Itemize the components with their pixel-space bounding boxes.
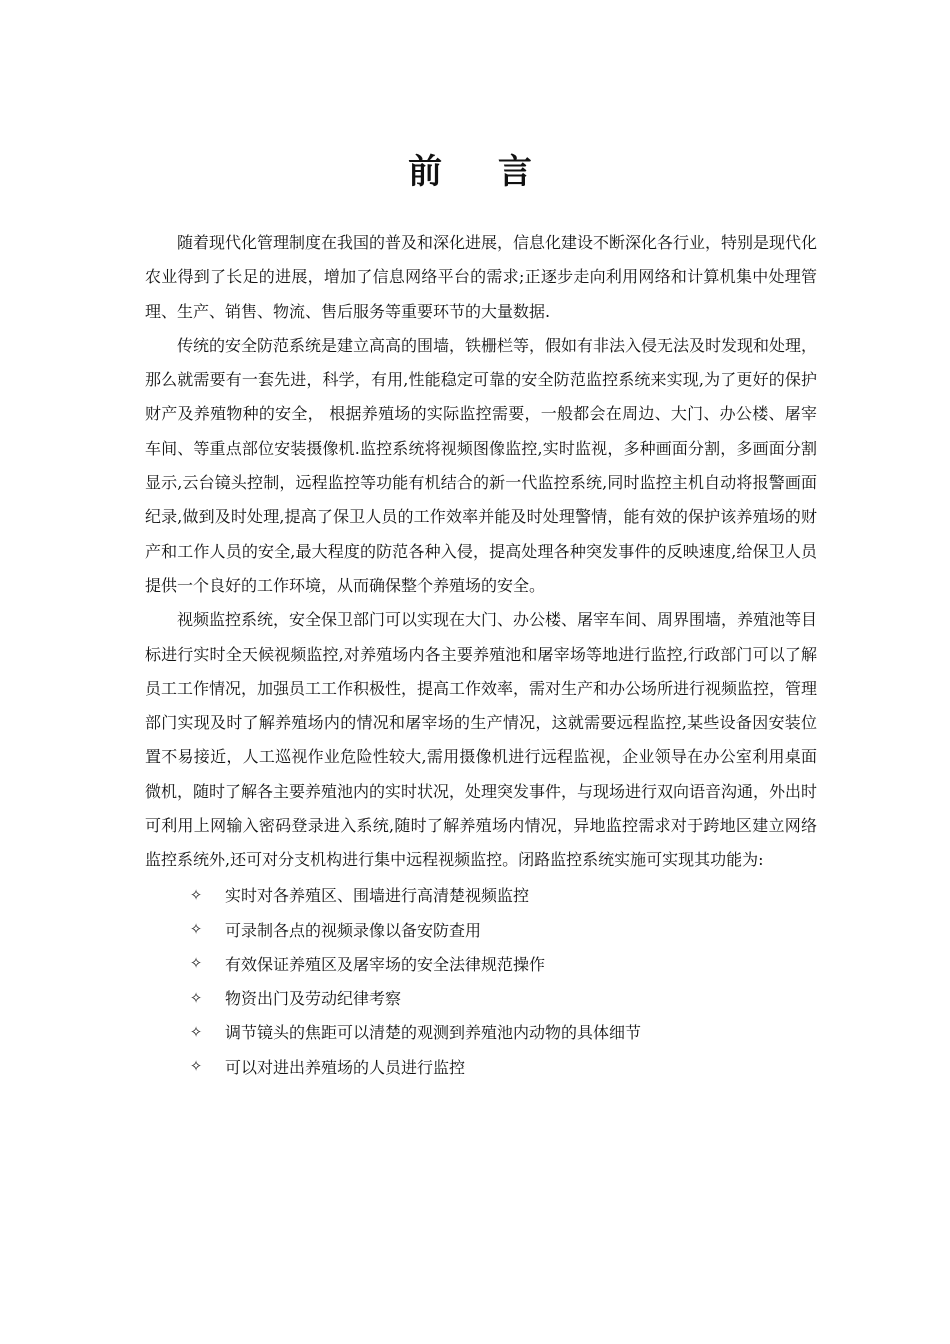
paragraph-video-surveillance: 视频监控系统，安全保卫部门可以实现在大门、办公楼、屠宰车间、周界围墙，养殖池等目标进行实时全天候视频监控,对养殖场内各主要养殖池和屠宰场等地进行监控,行政部门可以了解员工工作情况，加强员工工作积极性，提高工作效率，需对生产和办公场所进行视频监控，管理部门实现及时了解养殖场内的情况和屠宰场的生产情况，这就需要远程监控,某些设备因安装位置不易接近，人工巡视作业危险性较大,需用摄像机进行远程监视，企业领导在办公室利用桌面微机，随时了解各主要养殖池内的实时状况，处理突发事件，与现场进行双向语音沟通，外出时可利用上网输入密码登录进入系统,随时了解养殖场内情况，异地监控需求对于跨地区建立网络监控系统外,还可对分支机构进行集中远程视频监控。闭路监控系统实施可实现其功能为: [145,610,818,870]
diamond-star-icon: ✧ [189,920,203,939]
list-item-text: 有效保证养殖区及屠宰场的安全法律规范操作 [225,954,546,974]
function-list [145,878,817,1084]
list-item [145,981,817,1015]
diamond-star-icon: ✧ [189,1022,203,1041]
diamond-star-icon: ✧ [189,885,203,904]
page-title: 前 言 [408,151,554,192]
document-body [145,226,817,1083]
list-item [145,912,817,946]
list-item-text: 调节镜头的焦距可以清楚的观测到养殖池内动物的具体细节 [225,1023,642,1043]
list-item-text: 可录制各点的视频录像以备安防查用 [225,920,482,940]
list-item [145,1049,817,1083]
list-item [145,1015,817,1049]
list-item [145,878,817,912]
list-item-text: 可以对进出养殖场的人员进行监控 [225,1057,466,1077]
list-item [145,946,817,980]
diamond-star-icon: ✧ [189,988,203,1007]
diamond-star-icon: ✧ [189,954,203,973]
list-item-text: 物资出门及劳动纪律考察 [225,989,402,1009]
diamond-star-icon: ✧ [189,1057,203,1076]
paragraph-intro: 随着现代化管理制度在我国的普及和深化进展，信息化建设不断深化各行业，特别是现代化农业得到了长足的进展，增加了信息网络平台的需求;正逐步走向利用网络和计算机集中处理管理、生产、销售、物流、售后服务等重要环节的大量数据. [145,233,818,321]
list-item-text: 实时对各养殖区、围墙进行高清楚视频监控 [225,886,530,906]
paragraph-traditional-security: 传统的安全防范系统是建立高高的围墙，铁栅栏等，假如有非法入侵无法及时发现和处理，那么就需要有一套先进，科学，有用,性能稳定可靠的安全防范监控系统来实现,为了更好的保护财产及养殖物种的安全， 根据养殖场的实际监控需要，一般都会在周边、大门、办公楼、屠宰车间、等重点部位安装摄像机.监控系统将视频图像监控,实时监视，多种画面分割，多画面分割显示,云台镜头控制，远程监控等功能有机结合的新一代监控系统,同时监控主机自动将报警画面纪录,做到及时处理,提高了保卫人员的工作效率并能及时处理警情，能有效的保护该养殖场的财产和工作人员的安全,最大程度的防范各种入侵，提高处理各种突发事件的反映速度,给保卫人员提供一个良好的工作环境，从而确保整个养殖场的安全。 [145,335,818,595]
